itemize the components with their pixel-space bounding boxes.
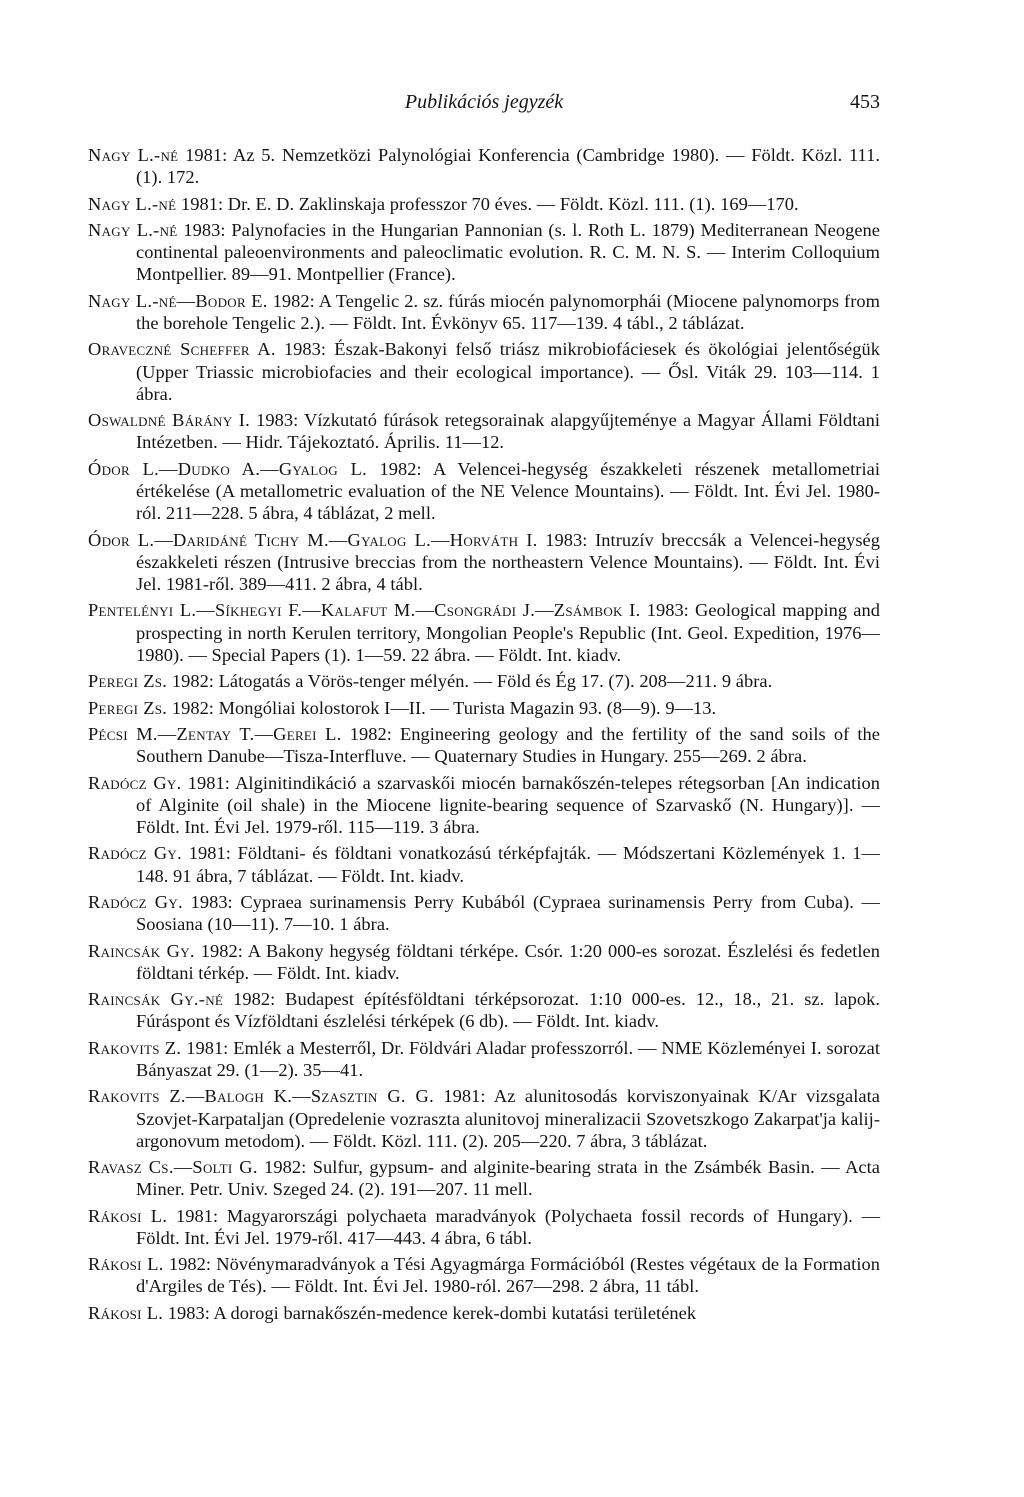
bibliography-entry bbox=[88, 219, 880, 286]
entry-author: Ódor L.—Daridáné Tichy M.—Gyalog L.—Horváth I. bbox=[88, 529, 538, 550]
entry-text: 1983: Cypraea surinamensis Perry Kubából (Cypraea surinamensis Perry from Cuba). — Soosiana (10—11). 7—10. 1 ábra. bbox=[136, 891, 880, 935]
entry-text: 1981: Magyarországi polychaeta maradványok (Polychaeta fossil records of Hungary). — Földt. Int. Évi Jel. 1979-ről. 417—443. 4 ábra, 6 tábl. bbox=[136, 1205, 881, 1248]
entry-text: 1983: A dorogi barnakőszén-medence kerek-dombi kutatási területének bbox=[167, 1302, 697, 1323]
entry-text: 1982: A Bakony hegység földtani térképe. Csór. 1:20 000-es sorozat. Észlelési és fedetlen földtani térkép. — Földt. Int. kiadv. bbox=[136, 940, 880, 983]
entry-author: Ravasz Cs.—Solti G. bbox=[88, 1157, 258, 1178]
bibliography-entry bbox=[88, 842, 880, 886]
entry-text: 1982: Mongóliai kolostorok I—II. — Turista Magazin 93. (8—9). 9—13. bbox=[171, 697, 717, 718]
bibliography-entry bbox=[88, 940, 880, 984]
bibliography-entry bbox=[88, 599, 880, 666]
entry-text: 1982: Engineering geology and the fertility of the sand soils of the Southern Danube—Tisza-Interfluve. — Quaternary Studies in Hungary. 255—269. 2 ábra. bbox=[136, 723, 880, 767]
entry-text: 1983: Vízkutató fúrások retegsorainak alapgyűjteménye a Magyar Állami Földtani Intézetben. — Hidr. Tájekoztató. Április. 11—12. bbox=[136, 410, 880, 453]
entry-text: 1982: A Tengelic 2. sz. fúrás miocén palynomorphái (Miocene palynomorps from the borehole Tengelic 2.). — Földt. Int. Évkönyv 65. 117—139. 4 tábl., 2 táblázat. bbox=[136, 290, 880, 333]
entry-author: Radócz Gy. bbox=[88, 772, 182, 793]
entry-text: 1983: Palynofacies in the Hungarian Pannonian (s. l. Roth L. 1879) Mediterranean Neogene continental paleoenvironments and paleoclimatic evolution. R. C. M. N. S. — Interim Colloquium Montpellier. 89—91. Montpellier (France). bbox=[136, 219, 881, 285]
bibliography-entry bbox=[88, 1302, 880, 1324]
entry-author: Radócz Gy. bbox=[88, 843, 183, 864]
bibliography-entry bbox=[88, 1085, 880, 1152]
entry-author: Nagy L.-né bbox=[88, 219, 178, 240]
entry-text: 1983: Geological mapping and prospecting in north Kerulen territory, Mongolian People's Republic (Int. Geol. Expedition, 1976—1980). — Special Papers (1). 1—59. 22 ábra. — Földt. Int. kiadv. bbox=[136, 600, 880, 665]
bibliography-entry bbox=[88, 1156, 880, 1200]
bibliography-entry bbox=[88, 1205, 880, 1249]
bibliography-entry bbox=[88, 338, 880, 405]
entry-author: Pécsi M.—Zentay T.—Gerei L. bbox=[88, 723, 342, 744]
entry-author: Radócz Gy. bbox=[88, 891, 183, 912]
bibliography-entry bbox=[88, 529, 880, 596]
entry-text: 1981: Emlék a Mesterről, Dr. Földvári Aladar professzorról. — NME Közleményei I. sorozat Bányaszat 29. (1—2). 35—41. bbox=[136, 1037, 880, 1080]
entry-text: 1983: Észak-Bakonyi felső triász mikrobiofáciesek és ökológiai jelentőségük (Upper Triassic microbiofacies and their ecological importance). — Ősl. Viták 29. 103—114. 1 ábra. bbox=[136, 339, 881, 404]
entry-text: 1981: Az alunitosodás korviszonyainak K/Ar vizsgalata Szovjet-Karpataljan (Opredelenie vozraszta alunitovoj mineralizacii Szovetszkogo Zakarpat'ja kalij-argonovum metodom). — Földt. Közl. 111. (2). 205—220. 7 ábra, 3 táblázat. bbox=[136, 1086, 880, 1151]
entry-author: Nagy L.-né bbox=[88, 193, 177, 214]
bibliography-entry bbox=[88, 1037, 880, 1081]
entry-text: 1982: Látogatás a Vörös-tenger mélyén. — Föld és Ég 17. (7). 208—211. 9 ábra. bbox=[171, 671, 773, 692]
bibliography-entry bbox=[88, 723, 880, 767]
bibliography-entry bbox=[88, 409, 880, 453]
bibliography-entry bbox=[88, 697, 880, 719]
bibliography-entry bbox=[88, 670, 880, 692]
entry-text: 1981: Földtani- és földtani vonatkozású térképfajták. — Módszertani Közlemények 1. 1—148. 91 ábra, 7 táblázat. — Földt. Int. kiadv. bbox=[136, 843, 880, 886]
entry-text: 1983: Intruzív breccsák a Velencei-hegység északkeleti részen (Intrusive breccias from the northeastern Velence Mountains). — Földt. Int. Évi Jel. 1981-ről. 389—411. 2 ábra, 4 tábl. bbox=[136, 529, 880, 594]
entry-author: Rákosi L. bbox=[88, 1302, 164, 1323]
entry-text: 1981: Dr. E. D. Zaklinskaja professzor 70 éves. — Földt. Közl. 111. (1). 169—170. bbox=[180, 193, 799, 214]
entry-text: 1981: Az 5. Nemzetközi Palynológiai Konferencia (Cambridge 1980). — Földt. Közl. 111. (1). 172. bbox=[136, 145, 881, 188]
entry-author: Raincsák Gy.-né bbox=[88, 989, 224, 1010]
entry-text: 1982: Budapest építésföldtani térképsorozat. 1:10 000-es. 12., 18., 21. sz. lapok. Fúráspont és Vízföldtani észlelési térképek (6 db). — Földt. Int. kiadv. bbox=[136, 989, 880, 1032]
entry-author: Nagy L.-né—Bodor E. bbox=[88, 290, 268, 311]
entry-author: Rákosi L. bbox=[88, 1205, 168, 1226]
bibliography-entry bbox=[88, 1253, 880, 1297]
bibliography-entry bbox=[88, 144, 880, 188]
entry-text: 1982: Növénymaradványok a Tési Agyagmárga Formációból (Restes végétaux de la Formation d'Argiles de Tés). — Földt. Int. Évi Jel. 1980-ról. 267—298. 2 ábra, 11 tábl. bbox=[136, 1254, 880, 1297]
bibliography-entry bbox=[88, 891, 880, 935]
page-number: 453 bbox=[850, 91, 880, 113]
entry-author: Rákosi L. bbox=[88, 1254, 164, 1275]
bibliography-entry bbox=[88, 193, 880, 215]
entry-text: 1982: A Velencei-hegység északkeleti részenek metallometriai értékelése (A metallometric evaluation of the NE Velence Mountains). — Földt. Int. Évi Jel. 1980-ról. 211—228. 5 ábra, 4 táblázat, 2 mell. bbox=[136, 458, 880, 524]
entry-author: Rakovits Z.—Balogh K.—Szasztin G. G. bbox=[88, 1086, 434, 1107]
entry-author: Pentelényi L.—Síkhegyi F.—Kalafut M.—Csongrádi J.—Zsámbok I. bbox=[88, 600, 641, 621]
entry-author: Nagy L.-né bbox=[88, 145, 179, 165]
entry-author: Rakovits Z. bbox=[88, 1037, 182, 1058]
entry-author: Oswaldné Bárány I. bbox=[88, 410, 251, 431]
entry-text: 1982: Sulfur, gypsum- and alginite-bearing strata in the Zsámbék Basin. — Acta Miner. Petr. Univ. Szeged 24. (2). 191—207. 11 mell. bbox=[136, 1157, 880, 1200]
entry-author: Peregi Zs. bbox=[88, 697, 168, 718]
bibliography-list bbox=[88, 144, 880, 1328]
bibliography-entry bbox=[88, 290, 880, 334]
entry-author: Oraveczné Scheffer A. bbox=[88, 339, 276, 360]
running-title: Publikációs jegyzék bbox=[404, 91, 564, 113]
entry-text: 1981: Alginitindikáció a szarvaskői miocén barnakőszén-telepes rétegsorban [An indication of Alginite (oil shale) in the Miocene lignite-bearing sequence of Szarvaskő (N. Hungary)]. — Földt. Int. Évi Jel. 1979-ről. 115—119. 3 ábra. bbox=[136, 772, 880, 837]
bibliography-entry bbox=[88, 988, 880, 1032]
bibliography-entry bbox=[88, 458, 880, 525]
page-header bbox=[88, 88, 880, 116]
entry-author: Ódor L.—Dudko A.—Gyalog L. bbox=[88, 458, 368, 479]
entry-author: Peregi Zs. bbox=[88, 671, 168, 692]
bibliography-entry bbox=[88, 772, 880, 839]
entry-author: Raincsák Gy. bbox=[88, 940, 195, 961]
